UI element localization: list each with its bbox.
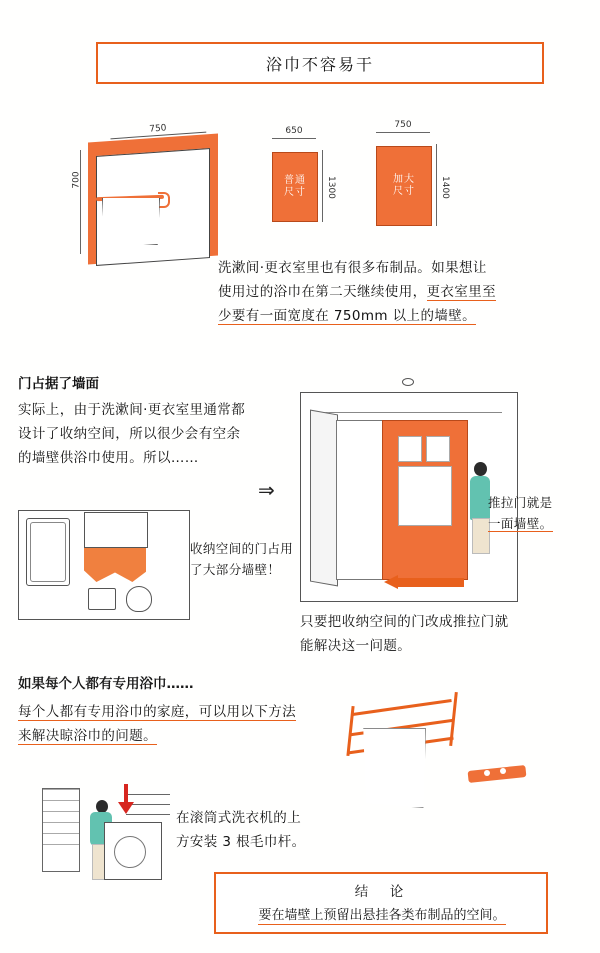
large-size-width-rule [376, 132, 430, 133]
red-down-arrow-icon [112, 782, 140, 816]
large-size-width [376, 120, 430, 133]
bathtub-inner [30, 522, 66, 582]
closet-solution-body [300, 610, 580, 658]
hanging-towel-large [398, 466, 452, 526]
washer-note-line2: 方安装 3 根毛巾杆。 [176, 834, 306, 851]
washer-door-icon [114, 836, 146, 868]
normal-size-width [272, 126, 316, 139]
large-size-label-2: 尺寸 [393, 186, 415, 197]
plan-note: 收纳空间的门占用了大部分墙壁！ [190, 541, 294, 578]
closet-area-plan [84, 512, 148, 548]
toilet-icon [126, 586, 152, 612]
personal-towel-line1: 每个人都有专用浴巾的家庭，可以用以下方法 [18, 704, 296, 720]
sliding-door-note-line2: 一面墙壁。 [488, 516, 553, 532]
slide-direction-arrow [398, 578, 464, 587]
ceiling-light-icon [402, 378, 414, 386]
section-personal-towel-body [18, 700, 318, 748]
intro-line-2-underlined: 更衣室里至 [426, 284, 496, 301]
normal-size-label-1: 普通 [284, 174, 306, 186]
cabinet-line [43, 789, 79, 800]
cabinet-line [43, 800, 79, 811]
person-body [470, 476, 490, 520]
normal-size-label-2: 尺寸 [284, 187, 306, 198]
hanging-cloth-small-2 [426, 436, 450, 462]
towel-rail-1 [352, 699, 451, 716]
bracket-hole-2 [500, 768, 506, 774]
closet-solution-line1: 只要把收纳空间的门改成推拉门就 [300, 614, 509, 630]
large-size-width-value: 750 [394, 120, 412, 130]
section-door-body: 实际上，由于洗漱间·更衣室里通常都设计了收纳空间，所以很少会有空余的墙壁供浴巾使用。所以…… [18, 402, 246, 467]
normal-size-height-rule [322, 150, 323, 222]
towel-on-rack [362, 728, 426, 808]
closet-solution-line2: 能解决这一问题。 [300, 638, 412, 655]
large-size-height-rule [436, 144, 437, 226]
cabinet-line [43, 833, 79, 844]
cabinet-line [43, 844, 79, 855]
person-head [474, 462, 487, 476]
large-size-swatch [376, 146, 432, 226]
normal-size-width-value: 650 [285, 126, 303, 136]
wall-height-rule [80, 150, 81, 254]
page-title: 浴巾不容易干 [265, 54, 374, 74]
cabinet-line [43, 822, 79, 833]
room-ceiling-line [314, 392, 502, 413]
section-personal-towel-heading: 如果每个人都有专用浴巾…… [18, 676, 194, 692]
hanging-towel [102, 198, 160, 245]
laundry-cabinet [42, 788, 80, 872]
intro-paragraph [218, 256, 548, 328]
cabinet-line [43, 811, 79, 822]
intro-line-3-underlined: 少要有一面宽度在 750mm 以上的墙壁。 [218, 308, 477, 325]
normal-size-swatch [272, 152, 318, 222]
sliding-door-note-line1: 推拉门就是 [488, 495, 553, 510]
conclusion-text: 要在墙壁上预留出悬挂各类布制品的空间。 [258, 908, 506, 923]
intro-line-1: 洗漱间·更衣室里也有很多布制品。如果想让 [218, 260, 487, 276]
wall-height-dimension: 700 [71, 171, 82, 189]
rail-bracket-icon [468, 765, 527, 783]
open-door [310, 410, 338, 587]
closet-shelving [336, 420, 384, 580]
sliding-door-note [488, 492, 592, 535]
intro-line-2: 使用过的浴巾在第二天继续使用， [218, 284, 427, 301]
normal-size-height-value: 1300 [326, 176, 336, 199]
conclusion-heading: 结 论 [354, 884, 408, 900]
wall-width-value: 750 [149, 123, 167, 135]
large-size-label-1: 加大 [393, 173, 415, 185]
section-door-heading: 门占据了墙面 [18, 376, 99, 392]
transition-arrow: ⇒ [258, 478, 275, 502]
personal-towel-line2: 来解决晾浴巾的问题。 [18, 728, 157, 745]
conclusion-text-wrap [226, 904, 538, 923]
washer-note [176, 806, 316, 854]
title-box [96, 42, 544, 84]
bracket-hole-1 [484, 770, 490, 776]
large-size-height-value: 1400 [440, 176, 450, 199]
hanging-cloth-small-1 [398, 436, 422, 462]
washer-note-line1: 在滚筒式洗衣机的上 [176, 810, 302, 826]
sink-icon [88, 588, 116, 610]
normal-size-width-rule [272, 138, 316, 139]
